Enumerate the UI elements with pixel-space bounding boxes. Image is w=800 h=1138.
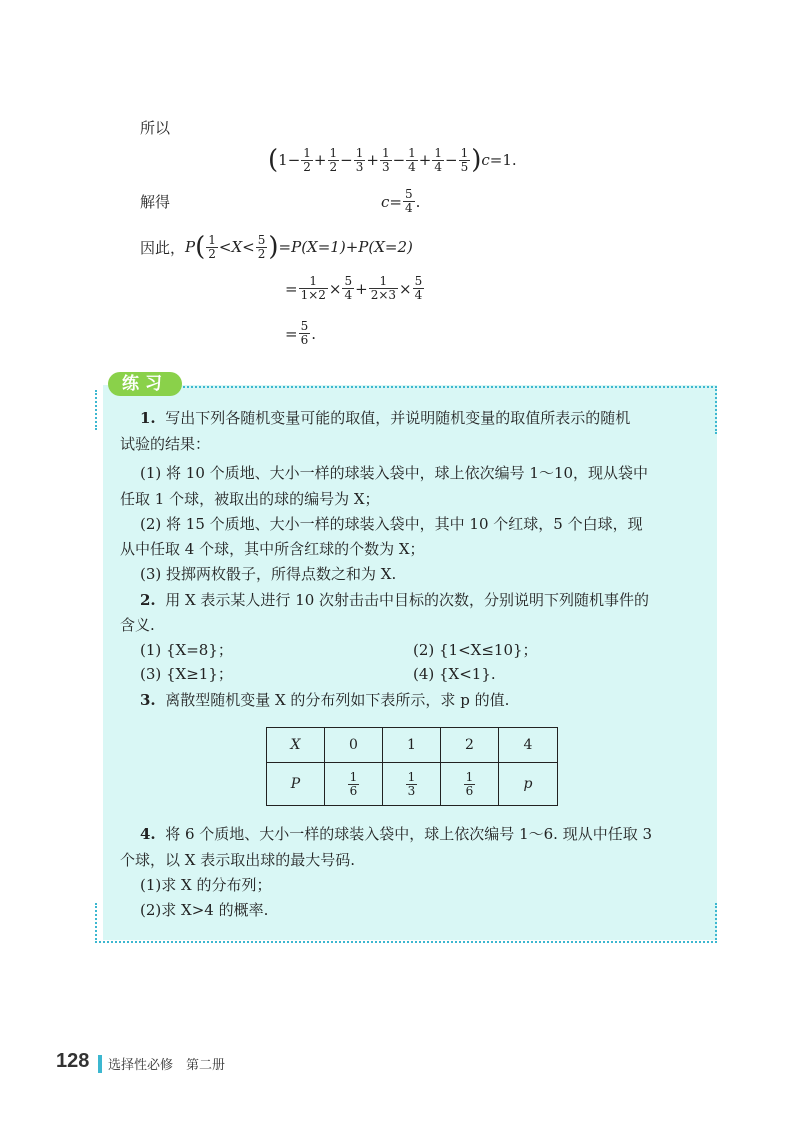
q1-s1-line2: 任取 1 个球，被取出的球的编号为 X；: [120, 490, 380, 508]
q4-s2: (2)求 X>4 的概率.: [140, 901, 269, 919]
fraction-denominator: 2: [303, 159, 311, 174]
eq-sign: =: [285, 279, 298, 298]
fraction-denominator: 2: [329, 159, 338, 174]
paren-open: (: [195, 232, 206, 262]
q2-option3: (3) {X≥1}；: [140, 665, 233, 683]
table-cell: p: [499, 763, 558, 806]
math-symbol: +: [366, 151, 379, 169]
math-symbol: −: [340, 151, 353, 169]
var-c: c: [481, 151, 490, 169]
therefore-label: 因此，: [140, 238, 186, 257]
period: .: [415, 192, 421, 211]
table-cell: X: [267, 728, 325, 763]
fraction: [328, 147, 340, 174]
var-c: c: [381, 192, 390, 211]
q3-number: 3.: [140, 691, 156, 709]
equation-step2: [285, 275, 425, 302]
page-number: 128: [56, 1050, 90, 1072]
fraction: [354, 147, 366, 174]
footer-accent-bar: [98, 1055, 102, 1073]
fraction-numerator: 1: [355, 145, 364, 160]
fraction: $\frac{1}{2}$: [208, 232, 216, 261]
paren-close: ): [268, 232, 279, 262]
dotted-border-top: [183, 386, 717, 388]
fraction: $\frac{1}{2\times 3}$: [370, 274, 397, 302]
period: .: [311, 324, 316, 343]
q4-line2: 个球，以 X 表示取出球的最大号码.: [120, 851, 355, 869]
q4-s1: (1)求 X 的分布列；: [140, 876, 272, 894]
dotted-border-bottom-right: [715, 903, 717, 943]
q1-text: 写出下列各随机变量可能的取值，并说明随机变量的取值所表示的随机: [165, 409, 631, 427]
table-cell: P: [267, 763, 325, 806]
eq-sign: =: [389, 192, 402, 211]
dotted-border-bottom: [95, 941, 717, 943]
times-sign: ×: [399, 279, 412, 298]
fraction-denominator: 5: [460, 159, 469, 174]
q2-number: 2.: [140, 591, 156, 609]
q2-option2: (2) {1<X≤10}；: [413, 641, 538, 659]
math-symbol: 1: [278, 151, 288, 169]
paren-close: ): [471, 145, 482, 175]
q3-text: 离散型随机变量 X 的分布列如下表所示，求 p 的值.: [165, 691, 510, 709]
table-row: [267, 763, 558, 806]
q1-s3: (3) 投掷两枚骰子，所得点数之和为 X.: [140, 565, 397, 583]
q2-option4: (4) {X<1}.: [413, 665, 496, 683]
distribution-table: [266, 727, 558, 806]
so-label: 所以: [140, 119, 171, 137]
q1-line2: 试验的结果：: [120, 435, 211, 453]
q1-s2-line1: (2) 将 15 个质地、大小一样的球装入袋中，其中 10 个红球，5 个白球，现: [140, 515, 643, 533]
math-symbol: +: [418, 151, 432, 169]
fraction-numerator: 1: [381, 145, 390, 160]
q1-number: 1.: [140, 409, 156, 427]
equation-result: [285, 320, 316, 347]
fraction: $\frac{5}{4}$: [414, 274, 423, 302]
fraction: $\frac{5}{4}$: [344, 274, 353, 302]
q1-line1: [140, 408, 630, 428]
q3-line1: [140, 690, 509, 710]
fraction-denominator: 4: [434, 159, 443, 174]
equation-tail: =1.: [489, 151, 517, 169]
q2-option1: (1) {X=8}；: [140, 641, 233, 659]
fraction-numerator: 1: [303, 145, 311, 160]
fraction: $\frac{5}{4}$: [404, 187, 413, 215]
equation-sum: [268, 145, 517, 175]
lt-sign: <: [218, 238, 232, 256]
table-row: [267, 728, 558, 763]
dotted-border-bottom-left: [95, 903, 97, 943]
fraction-denominator: 3: [355, 159, 364, 174]
table-cell: $\frac{1}{6}$: [325, 763, 383, 806]
q1-s1-line1: (1) 将 10 个质地、大小一样的球装入袋中，球上依次编号 1～10，现从袋中: [140, 464, 649, 482]
table-cell: 4: [499, 728, 558, 763]
q4-line1: [140, 824, 652, 844]
times-sign: ×: [328, 279, 342, 298]
fraction: [406, 147, 418, 174]
math-symbol: −: [445, 151, 458, 169]
dotted-border-left: [95, 390, 97, 430]
plus-sign: +: [355, 279, 368, 298]
equation-c: [381, 188, 420, 215]
practice-tag: 练习: [108, 372, 182, 396]
q2-text: 用 X 表示某人进行 10 次射击击中目标的次数，分别说明下列随机事件的: [165, 591, 650, 609]
fraction: [459, 147, 471, 174]
q2-line2: 含义.: [120, 616, 155, 634]
fraction: $\frac{5}{2}$: [257, 232, 266, 261]
var-x: X: [231, 238, 243, 256]
prob-symbol: P: [185, 238, 196, 256]
table-cell: $\frac{1}{6}$: [441, 763, 499, 806]
fraction: [301, 147, 313, 174]
equation-probability: [140, 232, 413, 262]
q4-text: 将 6 个质地、大小一样的球装入袋中，球上依次编号 1～6. 现从中任取 3: [165, 825, 653, 843]
fraction-numerator: 1: [408, 145, 416, 160]
table-cell: 2: [441, 728, 499, 763]
fraction: [432, 147, 444, 174]
fraction-numerator: 1: [460, 145, 469, 160]
q1-s2-line2: 从中任取 4 个球，其中所含红球的个数为 X；: [120, 540, 425, 558]
dotted-border-right: [715, 386, 717, 434]
solve-label: 解得: [140, 193, 171, 211]
table-cell: 1: [383, 728, 441, 763]
table-cell: $\frac{1}{3}$: [383, 763, 441, 806]
fraction-numerator: 1: [329, 145, 338, 160]
eq-sign: =: [285, 324, 298, 343]
fraction-numerator: 1: [434, 145, 443, 160]
fraction: [380, 147, 392, 174]
lt-sign: <: [242, 238, 255, 256]
fraction-denominator: 4: [408, 159, 416, 174]
q4-number: 4.: [140, 825, 156, 843]
table-cell: 0: [325, 728, 383, 763]
rhs-expression: =P(X=1)+P(X=2): [278, 238, 413, 256]
fraction-denominator: 3: [381, 159, 390, 174]
math-symbol: −: [392, 151, 406, 169]
math-symbol: +: [313, 151, 327, 169]
fraction: $\frac{1}{1\times 2}$: [300, 274, 326, 302]
q2-line1: [140, 590, 649, 610]
book-title: 选择性必修 第二册: [108, 1057, 226, 1072]
fraction: $\frac{5}{6}$: [300, 319, 309, 347]
math-symbol: −: [287, 151, 301, 169]
paren-open: (: [268, 145, 279, 175]
